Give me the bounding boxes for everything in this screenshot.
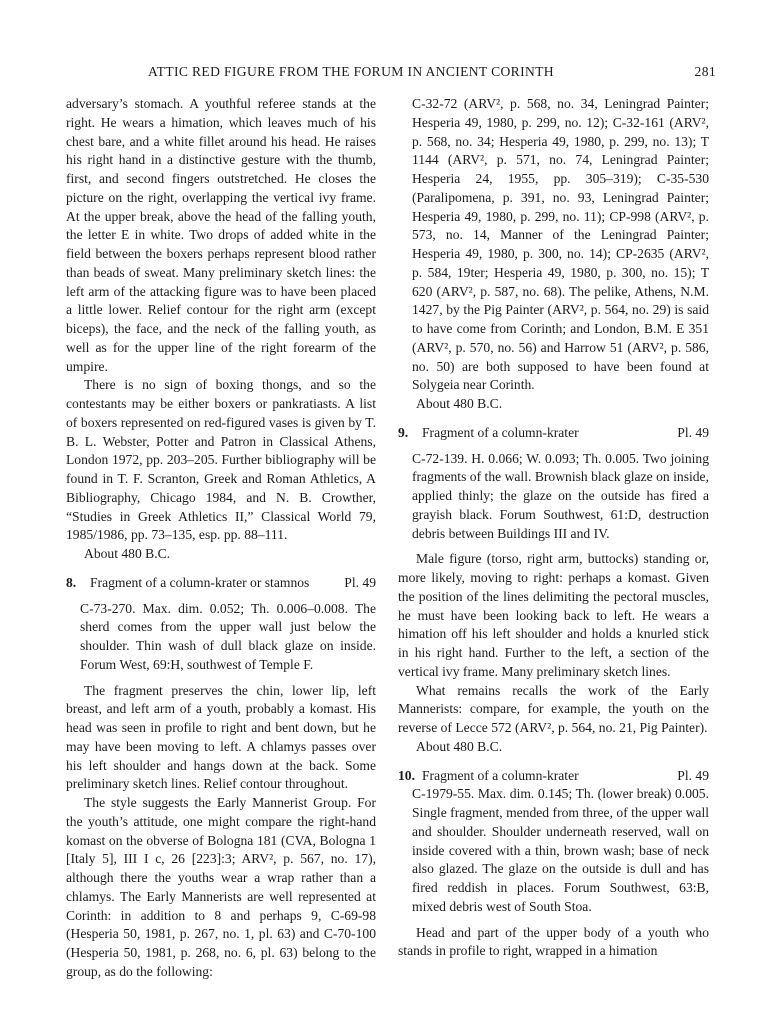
catalog-entry: C-1979-55. Max. dim. 0.145; Th. (lower break) 0.005. Single fragment, mended from three, of the upper wall and shoulder. Shoulder underneath reserved, wall on inside covered with a thin, brown wash; base of neck also glazed. The glaze on the outside is dull and has fired reddish in places. Forum Southwest, 63:B, mixed debris west of South Stoa. — [412, 786, 709, 914]
paragraph: Male figure (torso, right arm, buttocks) standing or, more likely, moving to right: perhaps a komast. Given the position of the lines delimiting the pectoral muscles, he must have been looking back to left. He wears a himation off his left shoulder and holds a knurled stick in his right hand. Further to the left, a section of the vertical ivy frame. Many preliminary sketch lines. — [398, 551, 709, 679]
entry-heading-10 — [398, 767, 709, 786]
right-column — [398, 95, 709, 961]
paragraph: The style suggests the Early Mannerist Group. For the youth’s attitude, one might compare the right-hand komast on the obverse of Bologna 181 (CVA, Bologna 1 [Italy 5], III I c, 26 [223]:3; ARV², p. 567, no. 17), although there the youths wear a wrap rather than a chlamys. The Early Mannerists are well represented at Corinth: in addition to 8 and perhaps 9, C-69-98 (Hesperia 50, 1981, p. 267, no. 1, pl. 63) and C-70-100 (Hesperia 50, 1981, p. 268, no. 6, pl. 63) belong to the group, as do the following: — [66, 795, 376, 979]
entry-title: Fragment of a column-krater — [422, 767, 579, 783]
entry-heading-9 — [398, 424, 709, 443]
date-line: About 480 B.C. — [84, 546, 171, 561]
catalog-entry: C-72-139. H. 0.066; W. 0.093; Th. 0.005. Two joining fragments of the wall. Brownish black glaze on inside, applied thinly; the glaze on the outside has fired a grayish black. Forum Southwest, 61:D, destruction debris between Buildings III and IV. — [412, 450, 709, 541]
paragraph-continued: C-32-72 (ARV², p. 568, no. 34, Leningrad Painter; Hesperia 49, 1980, p. 299, no. 12); C-32-161 (ARV², p. 568, no. 34; Hesperia 49, 1980, p. 299, no. 13); T 1144 (ARV², p. 571, no. 74, Leningrad Painter; Hesperia 24, 1955, pp. 305–319); C-35-530 (Paralipomena, p. 391, no. 93, Leningrad Painter; Hesperia 49, 1980, p. 299, no. 11); CP-998 (ARV², p. 573, no. 14, Manner of the Leningrad Painter; Hesperia 49, 1980, p. 300, no. 14); CP-2635 (ARV², p. 584, 19ter; Hesperia 49, 1980, p. 300, no. 15); T 620 (ARV², p. 587, no. 68). The pelike, Athens, N.M. 1427, by the Pig Painter (ARV², p. 564, no. 29) is said to have come from Corinth; and London, B.M. E 351 (ARV², p. 570, no. 56) and Harrow 51 (ARV², p. 586, no. 50) are both supposed to have been found at Solygeia near Corinth. — [412, 96, 709, 393]
paragraph: What remains recalls the work of the Early Mannerists: compare, for example, the youth on the reverse of Lecce 572 (ARV², p. 564, no. 21, Pig Painter). — [398, 682, 709, 735]
date-line: About 480 B.C. — [416, 396, 503, 411]
entry-number: 8. — [66, 574, 77, 590]
paragraph: adversary’s stomach. A youthful referee stands at the right. He wears a himation, which leaves much of his chest bare, and a white fillet around his head. He raises his right hand in a distinctive gesture with the thumb, first, and second fingers outstretched. He closes the picture on the right, overlapping the vertical ivy frame. At the upper break, above the head of the falling youth, the letter E in white. Two drops of added white in the field between the boxers perhaps represent blood rather than beads of sweat. Many preliminary sketch lines: the left arm of the attacking figure was to have been placed a little lower. Relief contour for the right arm (except biceps), the face, and the neck of the falling youth, as well as for the upper line of the right forearm of the umpire. — [66, 96, 376, 374]
paragraph: Head and part of the upper body of a youth who stands in profile to right, wrapped in a himation — [398, 924, 709, 959]
plate-reference: Pl. 49 — [344, 574, 376, 590]
left-column — [66, 95, 376, 982]
entry-title: Fragment of a column-krater or stamnos — [90, 574, 310, 590]
plate-reference: Pl. 49 — [677, 424, 709, 440]
paragraph: The fragment preserves the chin, lower lip, left breast, and left arm of a youth, probably a komast. His head was seen in profile to right and bent down, but he may have been moving to left. A chlamys passes over his left shoulder and hangs down at the back. Some preliminary sketch lines. Relief contour throughout. — [66, 682, 376, 792]
running-title: ATTIC RED FIGURE FROM THE FORUM IN ANCIENT CORINTH — [148, 64, 554, 79]
date-line: About 480 B.C. — [416, 738, 503, 754]
paragraph: There is no sign of boxing thongs, and so the contestants may be either boxers or pankratiasts. A list of boxers represented on red-figured vases is given by T. B. L. Webster, Potter and Patron in Classical Athens, London 1972, pp. 203–205. Further bibliography will be found in T. F. Scranton, Greek and Roman Athletics, A Bibliography, Chicago 1984, and N. B. Crowther, “Studies in Greek Athletics II,” Classical World 79, 1985/1986, pp. 73–135, esp. pp. 88–111. — [66, 377, 376, 543]
entry-title: Fragment of a column-krater — [422, 424, 579, 440]
entry-heading-8 — [66, 574, 376, 593]
entry-number: 10. — [398, 767, 415, 783]
entry-number: 9. — [398, 424, 409, 440]
plate-reference: Pl. 49 — [677, 767, 709, 783]
page-number: 281 — [694, 64, 716, 79]
catalog-entry: C-73-270. Max. dim. 0.052; Th. 0.006–0.008. The sherd comes from the upper wall just below the shoulder. Thin wash of dull black glaze on inside. Forum West, 69:H, southwest of Temple F. — [80, 600, 376, 672]
